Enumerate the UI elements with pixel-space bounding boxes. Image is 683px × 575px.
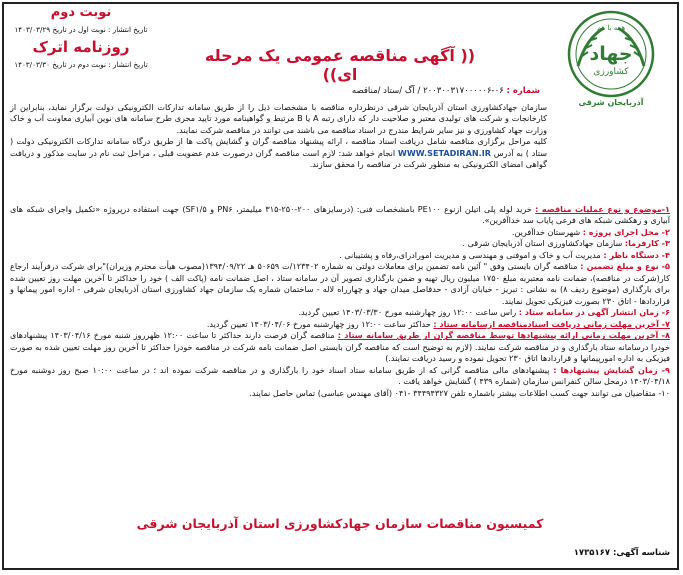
logo-bottom-text: آذربایجان شرقی (578, 98, 644, 107)
intro-paragraph-2b-text: انجام خواهد شد: لازم است مناقصه گران درصورت عدم عضویت قبلی ، مراحل ثبت نام در سایت مذکور و دریافت گواهی امضای الکترونیکی به منظور شرکت در مناقصه را محقق سازند. (10, 147, 547, 170)
item-9 (10, 365, 670, 388)
reference-label: شماره : (506, 86, 540, 96)
item-2 (10, 227, 670, 238)
setadiran-website: WWW.SETADIRAN.IR (397, 147, 491, 158)
item-9-label: ۹- زمان گشایش پیشنهادها : (553, 364, 670, 375)
item-5 (10, 261, 670, 307)
intro-text (10, 102, 547, 171)
item-10 (10, 388, 670, 399)
item-7-text: حداکثر ساعت ۱۲:۰۰ روز چهارشنبه مورخ ۱۴۰۳/۰۴/۰۶ تعیین گردید. (206, 318, 431, 329)
item-7 (10, 319, 670, 330)
logo-top-text: همه با هم (596, 24, 626, 32)
item-1-label: ۱-موضوع و نوع عملیات مناقصه : (535, 204, 670, 214)
item-3 (10, 238, 670, 249)
item-10-text: ۱۰- متقاضیان می توانند جهت کسب اطلاعات بیشتر باشماره تلفن ۳۴۴۹۴۳۲۷ -۰۴۱ (آقای مهندس عباسی) تماس حاصل نمایند. (249, 387, 670, 398)
item-8-text: مناقصه گران فرصت دارند حداکثر تا ساعت ۱۲:۰۰ ظهرروز شنبه مورخ ۱۴۰۳/۰۴/۱۶ پیشنهادهای خودرا درسامانه ستاد بارگذاری و در مناقصه شرکت نمایند. (لازم به توضیح است که مناقصه گران بایستی اصل ضمانت نامه شرکت در مناقصه خودرا حداکثر تا آخرین روز مهلت تعیین شده به صورت فیزیکی به اداره امورپیمانها و قراردادها اتاق ۲۳۰ تحویل نموده و رسید دریافت نمایند.) (10, 330, 670, 364)
intro-paragraph-1: سازمان جهادکشاورزی استان آذربایجان شرقی درنظرداره مناقصه با مشخصات ذیل را از طریق سامانه تدارکات الکترونیکی دولت برگزار نماید، بنابراین از کارخانجات و شرکت های تولیدی معتبر و صلاحیت دار که دارای رتبه A یا B مرتبط و گواهینامه مورد تایید مجری طرح سامانه های نوین آبیاری معاونت آب و خاک وزارت جهاد کشاورزی و نیز سایر شرایط مندرج در اسناد مناقصه می باشند می توانند در مناقصه شرکت نمایند. (10, 102, 548, 135)
tender-items (10, 204, 670, 399)
ad-number (530, 548, 670, 558)
reference-value: ۰۶-۲۰۰۳۰۰۳۱۷۰۰۰۰۰۶ / آگ /ستاد /مناقصه (351, 86, 504, 96)
item-3-label: ۳- کارفرما: (624, 238, 670, 249)
logo-sub-text: کشاورزی (593, 67, 629, 77)
newspaper-name: روزنامه اترک (32, 38, 130, 57)
ad-number-label: شناسه آگهی: (613, 548, 670, 558)
item-6-label: ۶- زمان انتشار آگهی در سامانه ستاد : (518, 307, 670, 318)
item-5-text: مناقصه گران بایستی وفق " آئین نامه تضمین برای معاملات دولتی به شماره ۱۲۳۴۰۲/ت ۵۰۶۵۹ هـ ۱۳۹۴/۰۹/۲۲(مصوب هیأت محترم وزیران)"برای شرکت درفرآیند ارجاع کار(شرکت در مناقصه)، ضمانت نامه معتبربه مبلغ ۱۷۵۰ میلیون ریال تهیه و ضمن بارگذاری تصویر آن در سامانه ستاد ، اصل ضمانت نامه (پاکت الف ) خود را حداکثر تا آخرین مهلت روز تعیین شده برای بارگذاری (موضوع ردیف ۸) به نشانی : تبریز - خیابان آزادی - حدفاصل میدان جهاد و چهارراه لاله - ساختمان شماره یک سازمان جهاد کشاورزی استان آذربایجان شرقی - اداره امور پیمانها و قراردادها - اتاق ۲۳۰ بصورت فیزیکی تحویل نمایند. (10, 261, 670, 306)
item-2-text: شهرستان خداآفرین. (511, 226, 581, 237)
publication-info (6, 4, 156, 70)
item-4 (10, 250, 670, 261)
second-publication-date: تاریخ انتشار : نوبت دوم در تاریخ ۱۴۰۳/۰۳/۳۰ (14, 60, 148, 70)
notice-title: (( آگهی مناقصه عمومی یک مرحله ای)) (204, 46, 476, 84)
item-6-text: راس ساعت ۱۲:۰۰ روز چهارشنبه مورخ ۱۴۰۳/۰۳/۳۰ تعیین گردید. (298, 307, 517, 318)
item-7-label: ۷- آخرین مهلت زمانی دریافت اسنادمناقصه ازسامانه ستاد : (433, 318, 670, 329)
intro-paragraph-2-text: کلیه مراحل برگزاری مناقصه شامل دریافت اسناد مناقصه ، ارائه پیشنهاد مناقصه گران و گشایش پاکت ها از طریق درگاه سامانه تدارکات الکترونیکی دولت ( ستاد ) به آدرس (10, 136, 547, 158)
item-4-label: ۴- دستگاه ناظر : (603, 249, 670, 260)
item-2-label: ۲- محل اجرای پروژه : (582, 226, 670, 237)
jahad-logo (556, 8, 666, 108)
item-8 (10, 330, 670, 364)
item-1-text: خرید لوله پلی اتیلن ازنوع PE۱۰۰ بامشخصات فنی: (درسایزهای ۲۰۰-۲۵۰-۳۱۵ میلیمتر، PN۶ و SF۱/۵) جهت استفاده درپروژه «تکمیل واجرای شبکه های آبیاری و زهکشی شبکه های فرعی پایاب سد خداآفرین». (10, 204, 670, 226)
item-5-label: ۵- نوع و مبلغ تضمین : (580, 261, 670, 272)
intro-paragraph-2 (10, 136, 547, 170)
ad-number-value: ۱۷۳۵۱۶۷ (573, 548, 611, 558)
item-3-text: سازمان جهادکشاورزی استان آذربایجان شرقی . (462, 238, 623, 249)
item-9-text: پیشنهادهای مالی مناقصه گرانی که از طریق سامانه ستاد اسناد خود را بارگذاری و در مناقصه شرکت نموده اند ؛ در ساعت ۱۰:۰۰ صبح روز دوشنبه مورخ ۱۴۰۳/۰۴/۱۸ درمحل سالن کنفرانس سازمان (شماره ۴۳۹ ) گشایش خواهد یافت . (10, 364, 670, 387)
reference-number (290, 86, 540, 96)
first-publication-date: تاریخ انتشار : نوبت اول در تاریخ ۱۴۰۳/۰۳/۲۹ (14, 24, 148, 34)
item-4-text: مدیریت آب و خاک و اموفنی و مهندسی و مدیریت امورادرای،رفاه و پشتیبانی . (339, 249, 601, 260)
item-6 (10, 307, 670, 318)
item-8-label: ۸- آخرین مهلت زمانی ارائه پیشنهادها توسط مناقصه گران از طریق سامانه ستاد : (337, 330, 670, 341)
commission-signature: کمیسیون مناقصات سازمان جهادکشاورزی استان آذربایجان شرقی (136, 516, 544, 531)
publication-round: نوبت دوم (50, 5, 112, 20)
item-1 (10, 204, 670, 227)
logo-main-text: جهاد (589, 43, 633, 65)
